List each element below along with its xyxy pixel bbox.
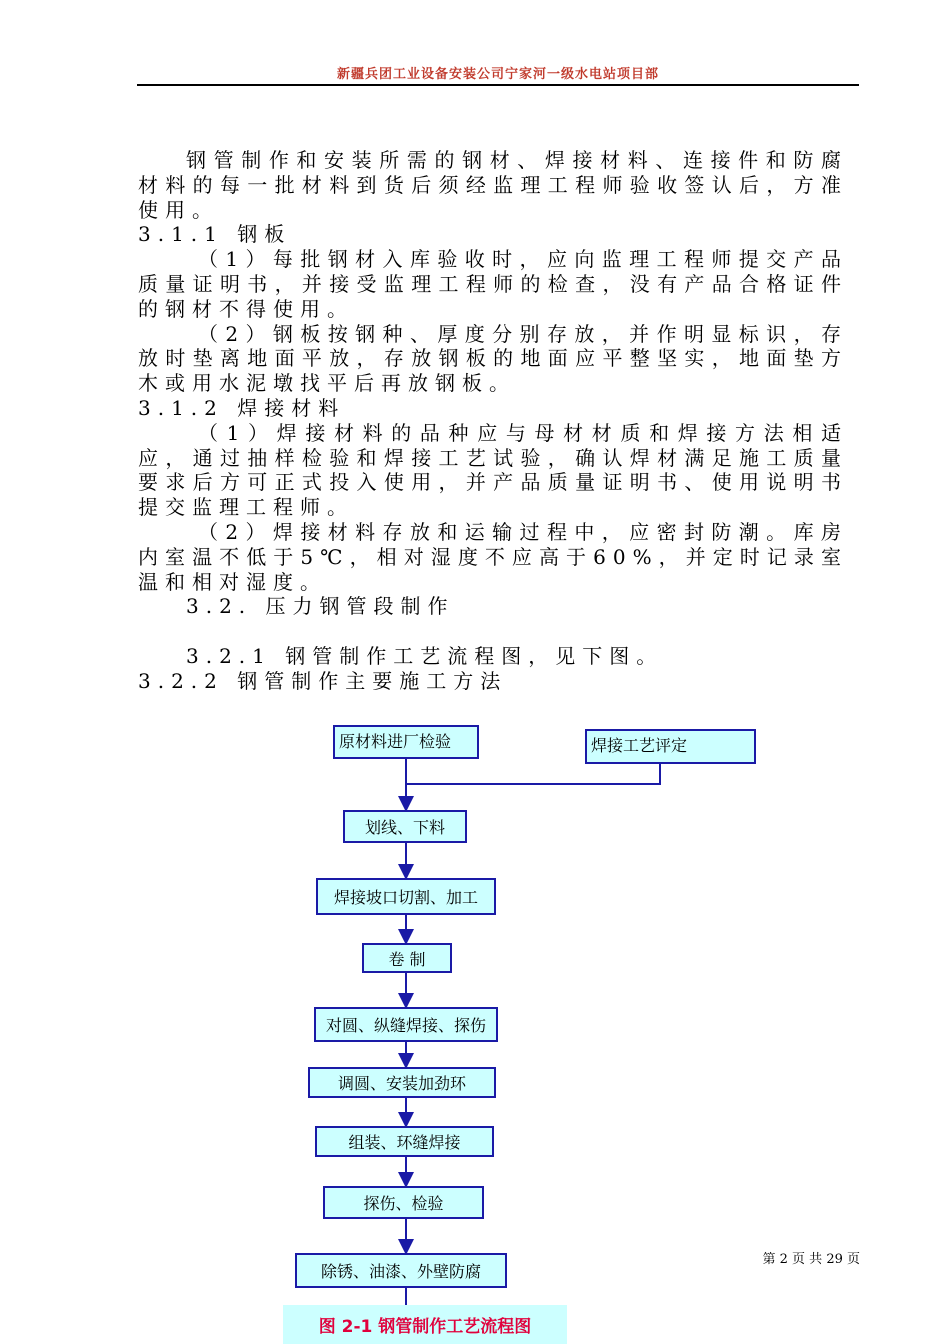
flow-box-girth-welding: 组装、环缝焊接 [315,1126,494,1157]
connector [406,764,660,784]
section-heading: 3.2. 压力钢管段制作 [186,594,455,619]
paragraph: 3.2.1 钢管制作工艺流程图，见下图。 [186,643,664,668]
flow-box-anticorrosion: 除锈、油漆、外壁防腐 [295,1253,507,1288]
figure-caption: 图 2-1 钢管制作工艺流程图 [283,1305,567,1344]
flow-box-rolling: 卷 制 [362,943,452,973]
section-heading: 3.1.1 钢板 [138,222,292,247]
section-heading: 3.2.2 钢管制作主要施工方法 [138,668,508,693]
paragraph: 钢管制作和安装所需的钢材、焊接材料、连接件和防腐材料的每一批材料到货后须经监理工程师验收签认后，方准使用。 [138,148,848,222]
section-heading: 3.1.2 焊接材料 [138,395,346,420]
body-text [138,148,848,694]
page-number: 第 2 页 共 29 页 [762,1252,860,1267]
flow-box-raw-material-inspection: 原材料进厂检验 [333,725,479,759]
flow-box-longitudinal-welding: 对圆、纵缝焊接、探伤 [314,1007,498,1042]
paragraph: （1）每批钢材入库验收时，应向监理工程师提交产品质量证明书，并接受监理工程师的检查，没有产品合格证件的钢材不得使用。 [138,247,848,321]
flow-box-stiffener-install: 调圆、安装加劲环 [308,1067,496,1098]
page-header: 新疆兵团工业设备安装公司宁家河一级水电站项目部 [137,66,859,86]
flow-box-welding-procedure-qualification: 焊接工艺评定 [585,729,756,764]
flow-box-groove-cutting: 焊接坡口切割、加工 [316,878,496,915]
blank-line [138,619,848,644]
paragraph: （2）钢板按钢种、厚度分别存放，并作明显标识，存放时垫离地面平放，存放钢板的地面应平整坚实，地面垫方木或用水泥墩找平后再放钢板。 [138,321,848,396]
paragraph: （1）焊接材料的品种应与母材材质和焊接方法相适应，通过抽样检验和焊接工艺试验，确认焊材满足施工质量要求后方可正式投入使用，并产品质量证明书、使用说明书提交监理工程师。 [138,420,848,520]
flow-box-inspection: 探伤、检验 [323,1186,484,1219]
flow-box-marking-cutting: 划线、下料 [343,810,467,843]
paragraph: （2）焊接材料存放和运输过程中，应密封防潮。库房内室温不低于5℃，相对湿度不应高于60%，并定时记录室温和相对湿度。 [138,519,848,594]
